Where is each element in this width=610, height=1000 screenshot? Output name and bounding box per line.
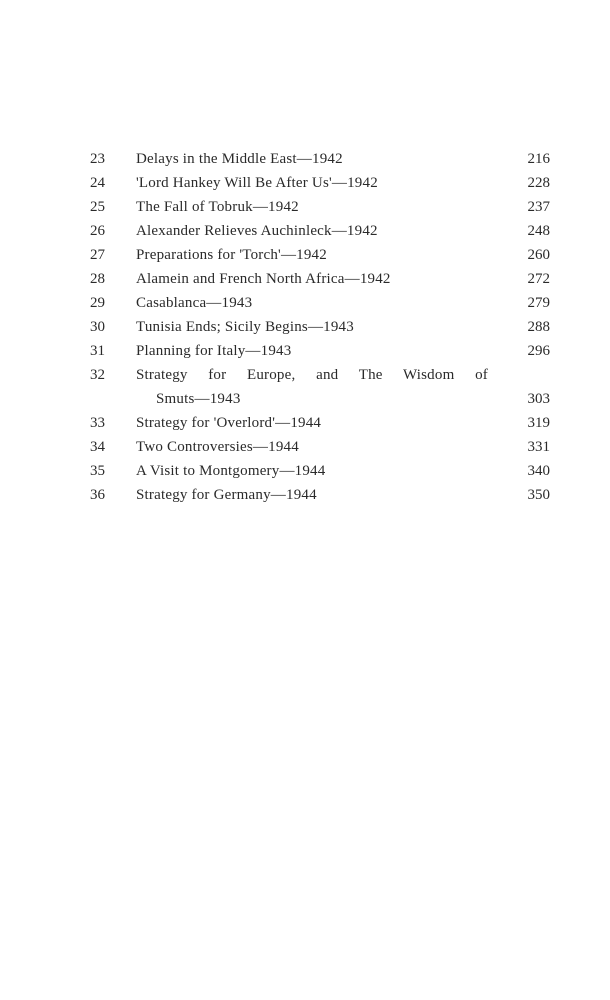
page-number: 288 (527, 319, 550, 335)
chapter-title: Delays in the Middle East—1942 (136, 151, 343, 167)
chapter-number: 31 (90, 343, 105, 359)
chapter-title (136, 363, 488, 411)
page-number: 296 (527, 343, 550, 359)
toc-entry (90, 483, 550, 507)
chapter-title: Strategy for 'Overlord'—1944 (136, 415, 322, 431)
toc-entry (90, 267, 550, 291)
page-number: 319 (527, 415, 550, 431)
toc-entry (90, 411, 550, 435)
page-number: 248 (527, 223, 550, 239)
page-number: 340 (527, 463, 550, 479)
chapter-number: 28 (90, 271, 105, 287)
page-number: 279 (527, 295, 550, 311)
chapter-title-line-2: Smuts—1943 (156, 391, 241, 407)
chapter-title-line-1: Strategy for Europe, and The Wisdom of (136, 367, 488, 383)
page-number: 331 (527, 439, 550, 455)
chapter-title: Casablanca—1943 (136, 295, 253, 311)
chapter-title: Alexander Relieves Auchinleck—1942 (136, 223, 378, 239)
page-number: 228 (527, 175, 550, 191)
toc-entry (90, 147, 550, 171)
chapter-title: Two Controversies—1944 (136, 439, 299, 455)
chapter-number: 32 (90, 367, 105, 383)
page-number: 350 (527, 487, 550, 503)
chapter-number: 34 (90, 439, 105, 455)
chapter-number: 30 (90, 319, 105, 335)
page-number: 237 (527, 199, 550, 215)
chapter-title: A Visit to Montgomery—1944 (136, 463, 326, 479)
chapter-number: 26 (90, 223, 105, 239)
toc-entry (90, 339, 550, 363)
page-number: 260 (527, 247, 550, 263)
chapter-number: 25 (90, 199, 105, 215)
toc-entry (90, 435, 550, 459)
chapter-number: 29 (90, 295, 105, 311)
chapter-number: 36 (90, 487, 105, 503)
page-number: 272 (527, 271, 550, 287)
toc-entry (90, 315, 550, 339)
chapter-number: 24 (90, 175, 105, 191)
toc-entry (90, 243, 550, 267)
chapter-title: Alamein and French North Africa—1942 (136, 271, 391, 287)
page-number: 216 (527, 151, 550, 167)
chapter-title: Tunisia Ends; Sicily Begins—1943 (136, 319, 354, 335)
chapter-title: Strategy for Germany—1944 (136, 487, 317, 503)
chapter-title: Preparations for 'Torch'—1942 (136, 247, 327, 263)
chapter-number: 23 (90, 151, 105, 167)
page-number: 303 (527, 391, 550, 407)
chapter-title: 'Lord Hankey Will Be After Us'—1942 (136, 175, 378, 191)
chapter-number: 33 (90, 415, 105, 431)
toc-entry (90, 363, 550, 411)
toc-entry (90, 195, 550, 219)
chapter-title: Planning for Italy—1943 (136, 343, 292, 359)
chapter-number: 27 (90, 247, 105, 263)
toc-entry (90, 219, 550, 243)
toc-entry (90, 171, 550, 195)
toc-entry (90, 291, 550, 315)
chapter-title: The Fall of Tobruk—1942 (136, 199, 299, 215)
table-of-contents (90, 147, 550, 507)
chapter-number: 35 (90, 463, 105, 479)
toc-entry (90, 459, 550, 483)
